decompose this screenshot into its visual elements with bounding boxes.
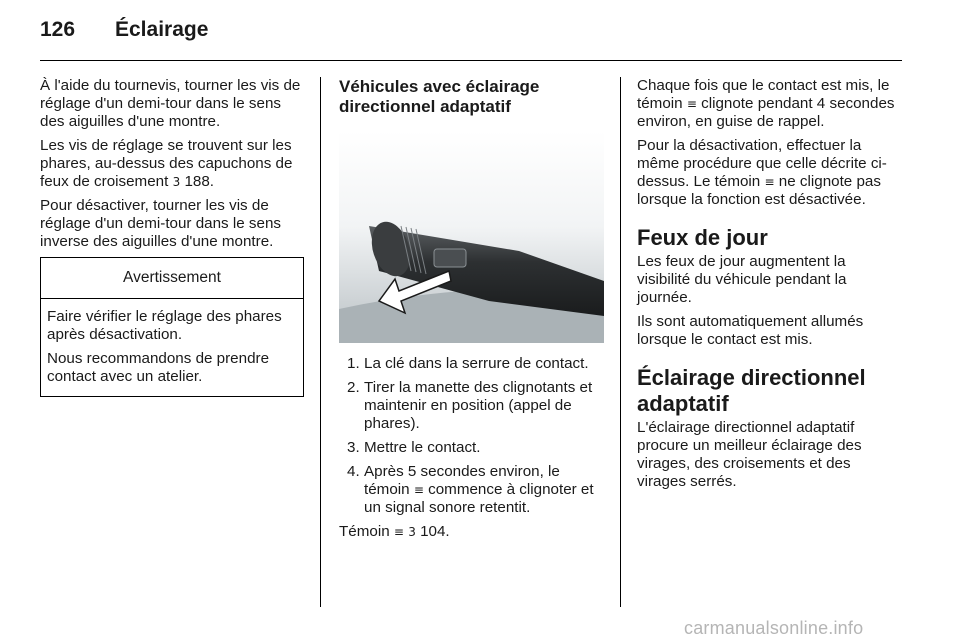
warning-paragraph-1: Faire vérifier le réglage des phares après désactivation. bbox=[47, 308, 282, 343]
column-divider-1 bbox=[320, 77, 321, 607]
header-divider bbox=[40, 60, 902, 61]
headlight-indicator-icon: ≡ bbox=[413, 483, 424, 497]
section-heading-daylights: Feux de jour bbox=[637, 225, 768, 250]
warning-body bbox=[41, 299, 303, 396]
column-3 bbox=[637, 77, 901, 497]
watermark: carmanualsonline.info bbox=[684, 618, 864, 638]
section-heading-adaptive-lighting: Éclairage directionnel adaptatif bbox=[637, 365, 866, 416]
steps-list bbox=[339, 355, 605, 517]
column-2 bbox=[339, 77, 605, 547]
page-ref-arrow-icon: 3 bbox=[408, 525, 416, 539]
page-ref-arrow-icon: 3 bbox=[172, 175, 181, 189]
warning-title: Avertissement bbox=[41, 258, 303, 299]
headlight-indicator-icon: ≡ bbox=[686, 97, 697, 111]
warning-box bbox=[40, 257, 304, 397]
column-divider-2 bbox=[620, 77, 621, 607]
paragraph-indicator-blink: Chaque fois que le contact est mis, le témoin ≡ clignote pendant 4 secondes environ, en guise de rappel. bbox=[637, 77, 895, 130]
list-item: 3. Mettre le contact. bbox=[347, 439, 481, 456]
lever-drawing bbox=[339, 131, 604, 343]
headlight-indicator-icon: ≡ bbox=[764, 175, 775, 189]
paragraph-deactivation-procedure: Pour la désactivation, effectuer la même procédure que celle décrite ci-dessus. Le témoin ≡ ne clignote pas lorsque la fonction est désactivée. bbox=[637, 137, 887, 208]
turn-signal-lever-illustration bbox=[339, 131, 604, 343]
paragraph-daylights-1: Les feux de jour augmentent la visibilité du véhicule pendant la journée. bbox=[637, 253, 847, 306]
page-number: 126 bbox=[40, 18, 76, 41]
page-header bbox=[40, 18, 900, 48]
section-heading-adaptive-vehicles: Véhicules avec éclairage directionnel adaptatif bbox=[339, 77, 540, 116]
indicator-reference: Témoin ≡ 3 104. bbox=[339, 523, 450, 540]
page-title: Éclairage bbox=[115, 18, 209, 41]
column-1 bbox=[40, 77, 304, 397]
list-item: 1. La clé dans la serrure de contact. bbox=[347, 355, 589, 372]
list-item: 4. Après 5 secondes environ, le témoin ≡ commence à clignoter et un signal sonore retentit. bbox=[347, 463, 594, 516]
paragraph-deactivate: Pour désactiver, tourner les vis de réglage d'un demi-tour dans le sens inverse des aiguilles d'une montre. bbox=[40, 197, 281, 250]
list-item: 2. Tirer la manette des clignotants et maintenir en position (appel de phares). bbox=[347, 379, 593, 432]
paragraph-screw-location: Les vis de réglage se trouvent sur les phares, au-dessus des capuchons de feux de croisement 3 188. bbox=[40, 137, 293, 190]
paragraph-adjust-screws: À l'aide du tournevis, tourner les vis de réglage d'un demi-tour dans le sens des aiguilles d'une montre. bbox=[40, 77, 301, 130]
paragraph-daylights-2: Ils sont automatiquement allumés lorsque le contact est mis. bbox=[637, 313, 864, 348]
warning-paragraph-2: Nous recommandons de prendre contact avec un atelier. bbox=[47, 350, 270, 385]
headlight-indicator-icon: ≡ bbox=[393, 525, 404, 539]
page-ref: 188. bbox=[184, 173, 214, 190]
paragraph-adaptive-lighting: L'éclairage directionnel adaptatif procure un meilleur éclairage des virages, des croisements et des virages serrés. bbox=[637, 419, 862, 490]
